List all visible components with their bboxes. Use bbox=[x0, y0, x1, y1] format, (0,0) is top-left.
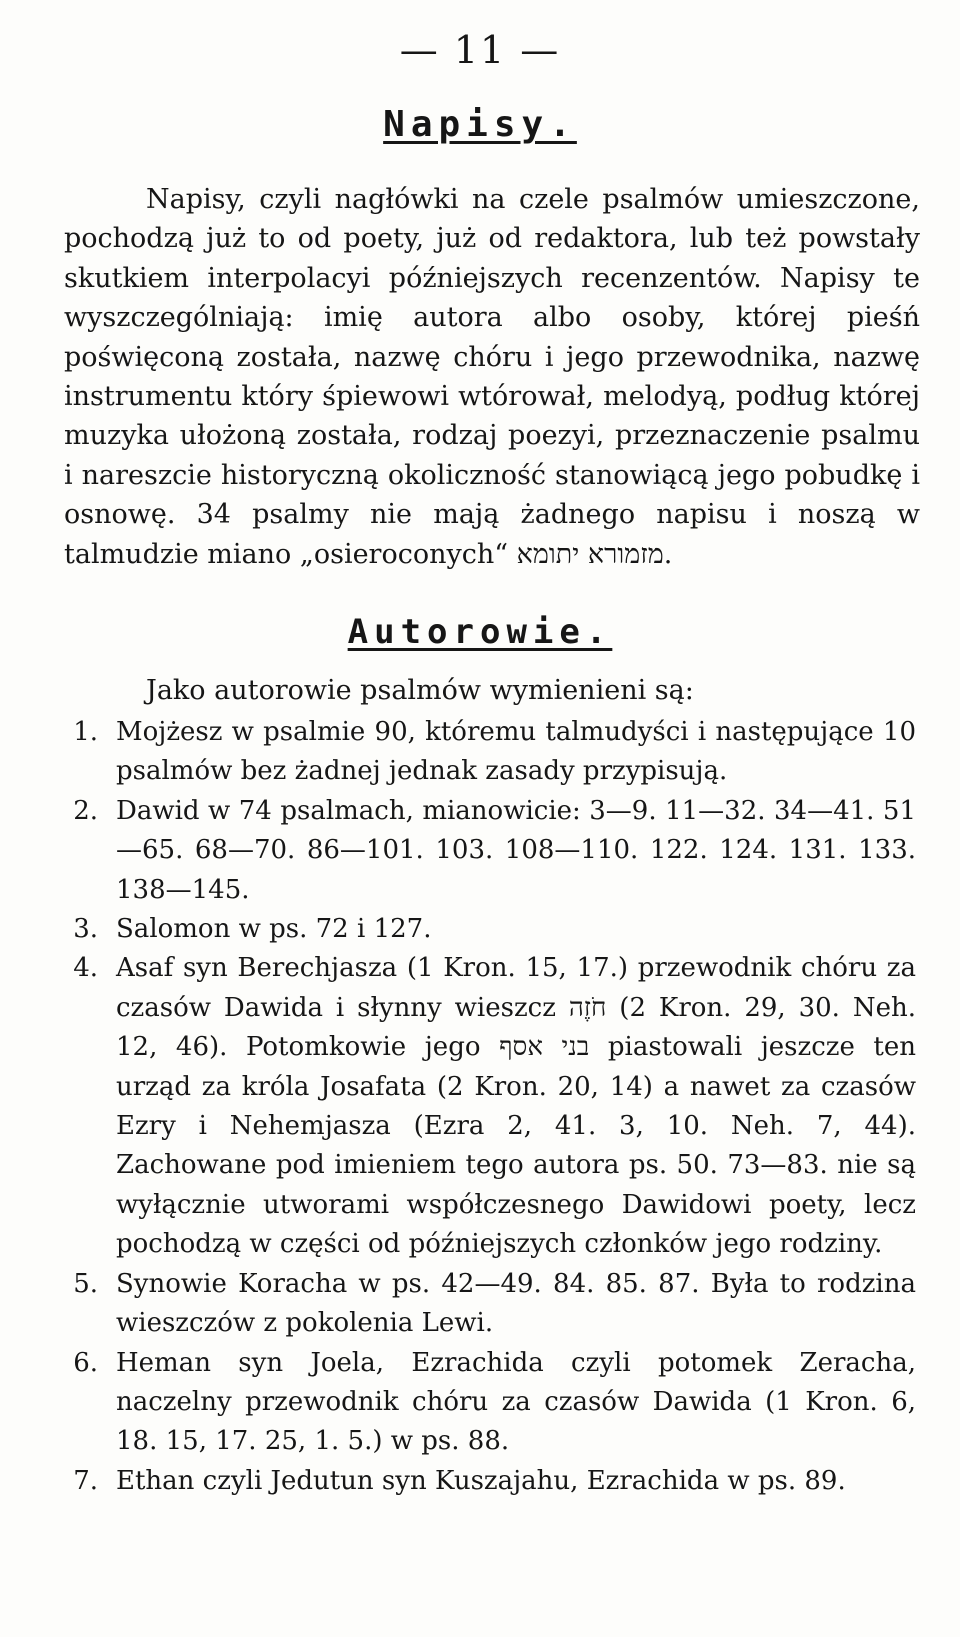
list-item-text: Dawid w 74 psalmach, mianowicie: 3—9. 11—32. 34—41. 51—65. 68—70. 86—101. 103. 108—110. 122. 124. 131. 133. 138—145. bbox=[116, 795, 916, 905]
list-item-number: 7. bbox=[73, 1465, 98, 1496]
list-item-text: Asaf syn Berechjasza (1 Kron. 15, 17.) przewodnik chóru za czasów Dawida i słynny wieszcz חֹזֶה (2 Kron. 29, 30. Neh. 12, 46). Potomkowie jego בני אסף piastowali jeszcze ten urząd za króla Josafata (2 Kron. 20, 14) a nawet za czasów Ezry i Nehemjasza (Ezra 2, 41. 3, 10. Neh. 7, 44). Zachowane pod imieniem tego autora ps. 50. 73—83. nie są wyłącznie utworami współczesnego Dawidowi poety, lecz pochodzą w części od późniejszych członków jego rodziny. bbox=[116, 953, 916, 1260]
list-item-text: Ethan czyli Jedutun syn Kuszajahu, Ezrachida w ps. 89. bbox=[116, 1465, 846, 1496]
page-number: — 11 — bbox=[399, 28, 561, 72]
list-item-number: 6. bbox=[73, 1347, 98, 1378]
list-item bbox=[0, 713, 916, 792]
list-item bbox=[0, 910, 916, 949]
list-item-text: Mojżesz w psalmie 90, któremu talmudyści i następujące 10 psalmów bez żadnej jednak zasady przypisują. bbox=[116, 717, 916, 787]
list-item-text: Heman syn Joela, Ezrachida czyli potomek Zeracha, naczelny przewodnik chóru za czasów Dawida (1 Kron. 6, 18. 15, 17. 25, 1. 5.) w ps. 88. bbox=[116, 1347, 916, 1457]
list-item-text: Salomon w ps. 72 i 127. bbox=[116, 914, 432, 945]
list-item-number: 1. bbox=[73, 717, 98, 747]
list-item bbox=[0, 1265, 916, 1344]
section-heading-autorowie: Autorowie. bbox=[347, 612, 613, 652]
list-item bbox=[0, 949, 916, 1264]
list-item bbox=[0, 1462, 916, 1501]
paragraph-napisy: Napisy, czyli nagłówki na czele psalmów umieszczone, pochodzą już to od poety, już od redaktora, lub też powstały skutkiem interpolacyi późniejszych recenzentów. Napisy te wyszczególniają: imię autora albo osoby, której pieśń poświęconą została, nazwę chóru i jego przewodnika, nazwę instrumentu który śpiewowi wtórował, melodyą, podług której muzyka ułożoną została, rodzaj poezyi, przeznaczenie psalmu i nareszcie historyczną okoliczność stanowiącą jego pobudkę i osnowę. 34 psalmy nie mają żadnego napisu i noszą w talmudzie miano „osieroconych“ מזמורא יתומא. bbox=[64, 184, 920, 570]
list-item-number: 2. bbox=[73, 795, 98, 826]
authors-list bbox=[0, 713, 960, 1501]
authors-intro: Jako autorowie psalmów wymienieni są: bbox=[146, 675, 694, 706]
list-item-text: Synowie Koracha w ps. 42—49. 84. 85. 87. Była to rodzina wieszczów z pokolenia Lewi. bbox=[116, 1268, 916, 1339]
list-item-number: 5. bbox=[73, 1268, 98, 1299]
section-heading-napisy: Napisy. bbox=[383, 104, 577, 145]
list-item-number: 3. bbox=[73, 914, 98, 945]
list-item bbox=[0, 792, 916, 910]
list-item-number: 4. bbox=[73, 953, 98, 984]
list-item bbox=[0, 1344, 916, 1462]
